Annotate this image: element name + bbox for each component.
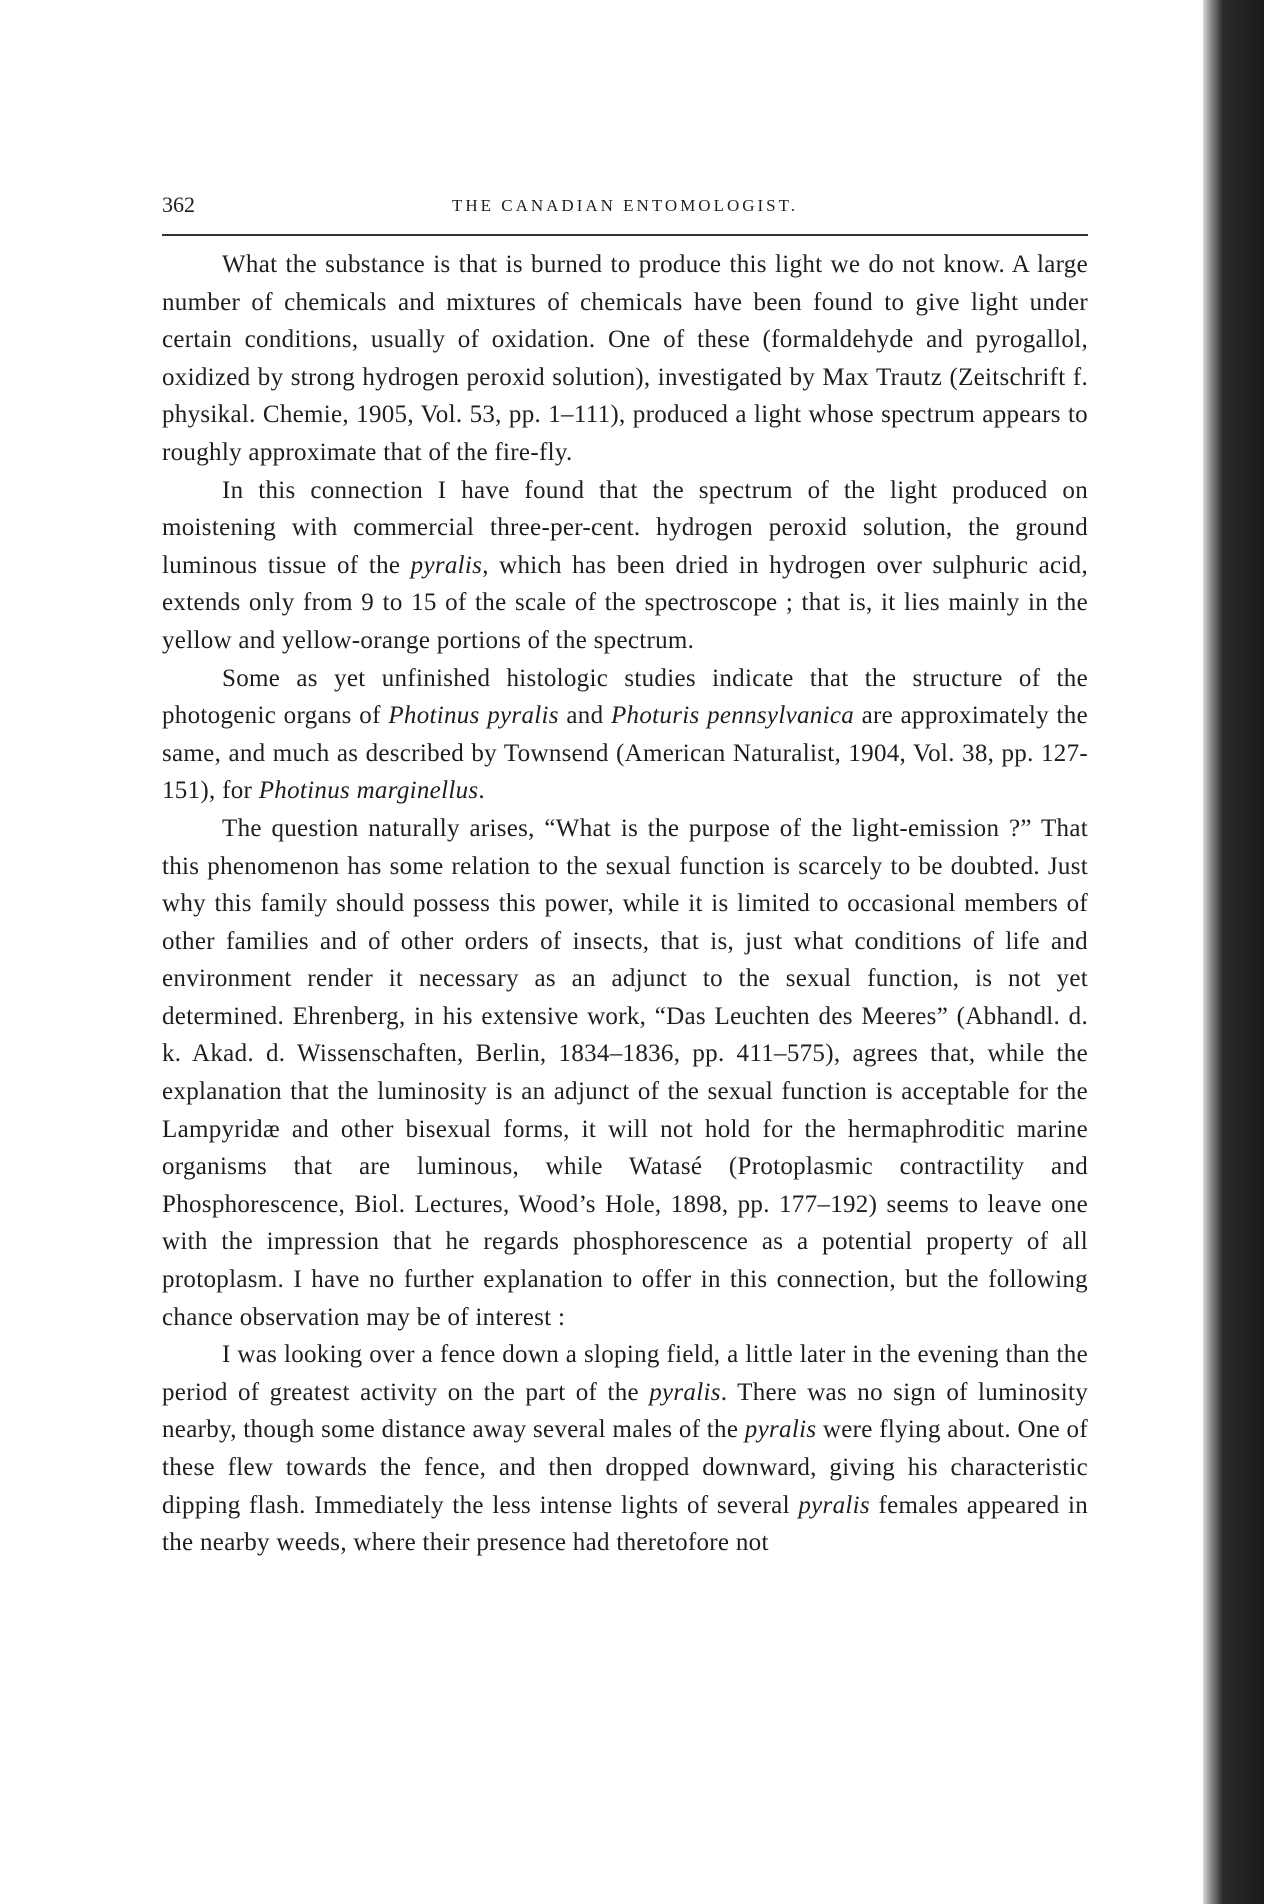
text-run: What the substance is that is burned to produce this light we do not know. A large number of chemicals and mixtures of chemicals have been found to give light under certain conditions, usually of oxidation. One of these (formaldehyde and pyrogallol, oxidized by strong hydrogen peroxid solution), investigated by Max Trautz (Zeitschrift f. physikal. Chemie, 1905, Vol. 53, pp. 1–111), produced a light whose spectrum appears to roughly approximate that of the fire-fly. <box>162 251 1088 466</box>
text-run: I was looking over a fence down a sloping field, a little later in the evening than the period of greatest activity on the part of the <box>162 1341 1088 1406</box>
body-text <box>162 246 1088 1562</box>
italic-term: pyralis <box>744 1416 817 1444</box>
document-page <box>162 190 1088 1562</box>
paragraph <box>162 246 1088 472</box>
book-spine-shadow <box>1203 0 1264 1904</box>
italic-term: pyralis <box>410 551 483 579</box>
paragraph <box>162 472 1088 660</box>
running-title: THE CANADIAN ENTOMOLOGIST. <box>451 196 799 215</box>
text-run: females appeared in the nearby weeds, where their presence had theretofore not <box>162 1491 1089 1557</box>
text-run: . There was no sign of luminosity nearby, though some distance away several males of the <box>162 1378 1088 1444</box>
header-rule <box>162 234 1088 236</box>
italic-term: Photinus pyralis <box>388 702 559 730</box>
text-run: and <box>558 702 611 730</box>
text-run: are approximately the same, and much as described by Townsend (American Naturalist, 1904, Vol. 38, pp. 127-151), for <box>162 702 1088 805</box>
text-run: In this connection I have found that the spectrum of the light produced on moistening with commercial three-per-cent. hydrogen peroxid solution, the ground luminous tissue of the <box>162 476 1088 579</box>
paragraph <box>162 660 1088 810</box>
italic-term: Photinus marginellus <box>258 777 479 805</box>
text-run: Some as yet unfinished histologic studies indicate that the structure of the photogenic organs of <box>162 664 1088 730</box>
text-run: were flying about. One of these flew towards the fence, and then dropped downward, giving his characteristic dipping flash. Immediately the less intense lights of several <box>162 1416 1088 1519</box>
text-run: , which has been dried in hydrogen over sulphuric acid, extends only from 9 to 15 of the scale of the spectroscope ; that is, it lies mainly in the yellow and yellow-orange portions of the spectrum. <box>162 551 1088 654</box>
paragraph <box>162 1336 1088 1562</box>
italic-term: Photuris pennsylvanica <box>610 702 855 730</box>
italic-term: pyralis <box>798 1491 870 1519</box>
paragraph <box>162 810 1088 1336</box>
text-run: . <box>478 777 485 805</box>
page-number: 362 <box>162 192 195 217</box>
text-run: The question naturally arises, “What is the purpose of the light-emission ?” That this phenomenon has some relation to the sexual function is scarcely to be doubted. Just why this family should possess this power, while it is limited to occasional members of other families and of other orders of insects, that is, just what conditions of life and environment render it necessary as an adjunct to the sexual function, is not yet determined. Ehrenberg, in his extensive work, “Das Leuchten des Meeres” (Abhandl. d. k. Akad. d. Wissenschaften, Berlin, 1834–1836, pp. 411–575), agrees that, while the explanation that the luminosity is an adjunct of the sexual function is acceptable for the Lampyridæ and other bisexual forms, it will not hold for the hermaphroditic marine organisms that are luminous, while Watasé (Protoplasmic contractility and Phosphorescence, Biol. Lectures, Wood’s Hole, 1898, pp. 177–192) seems to leave one with the impression that he regards phosphorescence as a potential property of all protoplasm. I have no further explanation to offer in this connection, but the following chance observation may be of interest : <box>162 814 1088 1331</box>
italic-term: pyralis <box>649 1378 721 1406</box>
page-header <box>162 190 1088 228</box>
